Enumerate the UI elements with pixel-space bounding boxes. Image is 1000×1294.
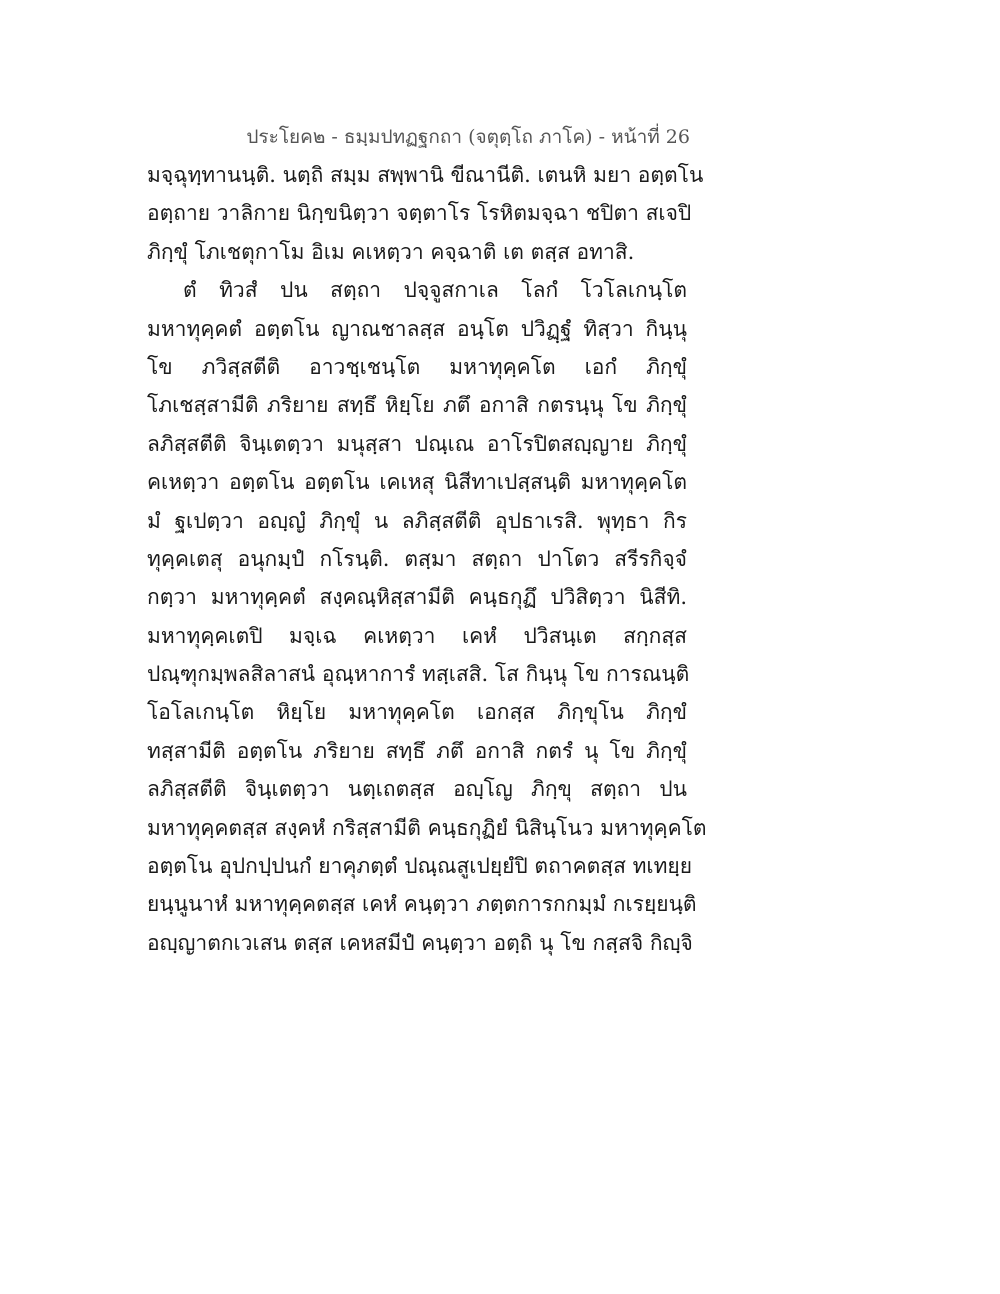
text-line: คเหตฺวา อตฺตโน อตฺตโน เคเหสุ นิสีทาเปสฺสนฺติ มหาทุคฺคโต — [147, 470, 687, 495]
text-line: โอโลเกนฺโต หิยฺโย มหาทุคฺคโต เอกสฺส ภิกฺขุโน ภิกฺขํ — [147, 700, 687, 725]
body-text — [147, 156, 707, 962]
text-line: ทุคฺคเตสุ อนุกมฺปํ กโรนฺติ. ตสฺมา สตฺถา ปาโตว สรีรกิจฺจํ — [147, 546, 687, 571]
text-line: มจฺฉุทฺทานนฺติ. นตฺถิ สมฺม สพฺพานิ ขีณานีติ. เตนหิ มยา อตฺตโน — [147, 163, 704, 187]
text-line: มหาทุคฺคเตปิ มจฺเฉ คเหตฺวา เคหํ ปวิสนฺเต สกฺกสฺส — [147, 623, 687, 648]
running-header: ประโยค๒ - ธมฺมปทฏฐกถา (จตุตฺโถ ภาโค) - หน้าที่ 26 — [246, 126, 690, 148]
text-line: ภิกฺขุํ โภเชตุกาโม อิเม คเหตฺวา คจฺฉาติ เต ตสฺส อทาสิ. — [147, 239, 635, 264]
text-line: กตฺวา มหาทุคฺคตํ สงฺคณฺหิสฺสามีติ คนฺธกุฏึ ปวิสิตฺวา นิสีทิ. — [147, 585, 687, 610]
text-line: อตฺตโน อุปกปฺปนกํ ยาคุภตฺตํ ปณฺณสูเปยฺยํปิ ตถาคตสฺส ทเทยฺย — [147, 854, 693, 879]
paragraph-first-line: ตํ ทิวสํ ปน สตฺถา ปจฺจูสกาเล โลกํ โวโลเกนฺโต — [183, 278, 687, 303]
text-line: มหาทุคฺคตํ อตฺตโน ญาณชาลสฺส อนฺโต ปวิฏฺฐํ ทิสฺวา กินฺนุ — [147, 316, 687, 341]
text-line: อตฺถาย วาลิกาย นิกฺขนิตฺวา จตฺตาโร โรหิตมจฺฉา ชปิตา สเจปิ — [147, 201, 692, 226]
text-line: โภเชสฺสามีติ ภริยาย สทฺธึ หิยฺโย ภตึ อกาสิ กตรนฺนุ โข ภิกฺขุํ — [147, 393, 687, 418]
text-line: ลภิสฺสตีติ จินฺเตตฺวา นตฺเถตสฺส อญฺโญ ภิกฺขุ สตฺถา ปน — [147, 777, 687, 802]
text-line: ลภิสฺสตีติ จินฺเตตฺวา มนุสฺสา ปณฺเณ อาโรปิตสญฺญาย ภิกฺขุํ — [147, 431, 687, 456]
text-line: มํ ฐเปตฺวา อญฺญํ ภิกฺขุํ น ลภิสฺสตีติ อุปธาเรสิ. พุทฺธา กิร — [147, 508, 687, 533]
text-line: ยนฺนูนาหํ มหาทุคฺคตสฺส เคหํ คนฺตฺวา ภตฺตการกกมฺมํ กเรยฺยนฺติ — [147, 892, 697, 917]
text-line: มหาทุคฺคตสฺส สงฺคหํ กริสฺสามีติ คนฺธกุฏิยํ นิสินฺโนว มหาทุคฺคโต — [147, 815, 707, 840]
text-line: อญฺญาตกเวเสน ตสฺส เคหสมีปํ คนฺตฺวา อตฺถิ นุ โข กสฺสจิ กิญฺจิ — [147, 930, 693, 955]
text-line: ปณฺฑุกมฺพลสิลาสนํ อุณฺหาการํ ทสฺเสสิ. โส กินฺนุ โข การณนฺติ — [147, 662, 690, 687]
text-line: ทสฺสามีติ อตฺตโน ภริยาย สทฺธึ ภตึ อกาสิ กตรํ นุ โข ภิกฺขุํ — [147, 738, 687, 763]
text-line: โข ภวิสฺสตีติ อาวชฺเชนฺโต มหาทุคฺคโต เอกํ ภิกฺขุํ — [147, 354, 687, 379]
